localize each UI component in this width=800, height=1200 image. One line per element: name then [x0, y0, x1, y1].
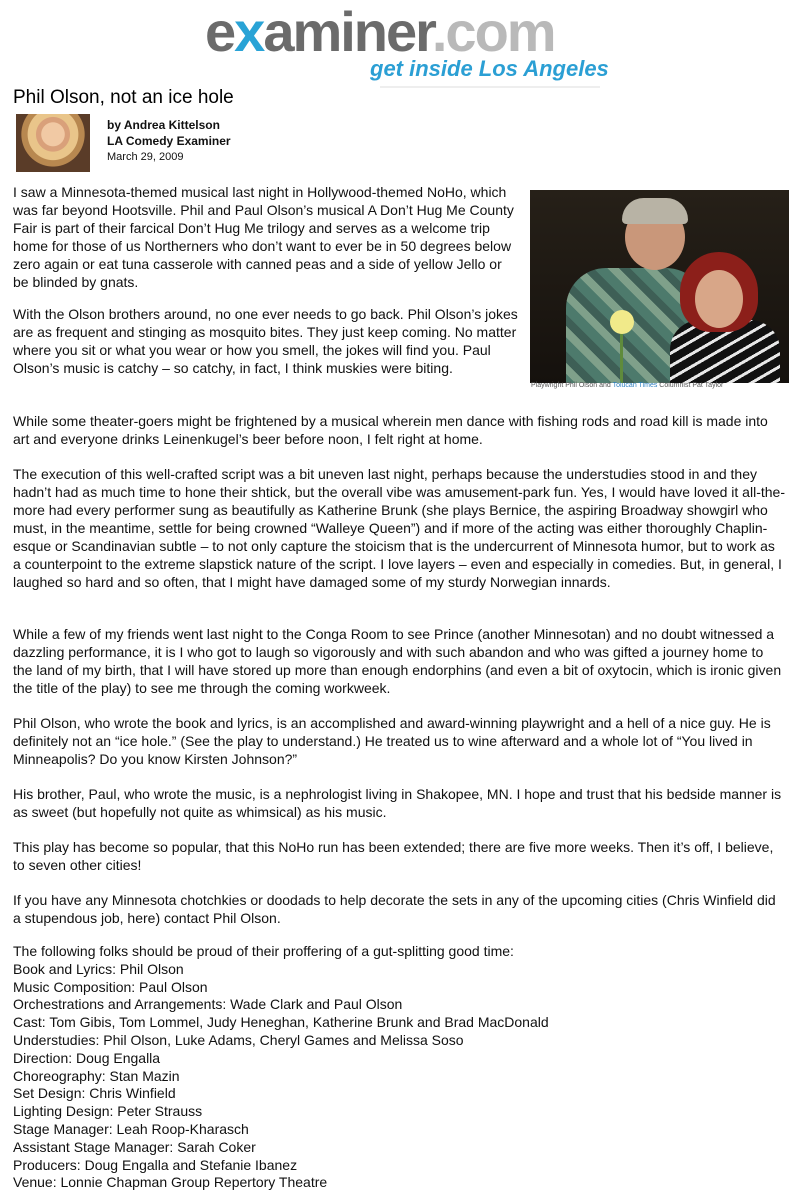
credit-item: Assistant Stage Manager: Sarah Coker	[13, 1138, 256, 1155]
credit-item: Music Composition: Paul Olson	[13, 978, 208, 995]
logo-divider	[380, 86, 600, 88]
logo-wordmark	[205, 0, 555, 63]
credits-list	[13, 943, 785, 1192]
paragraph: His brother, Paul, who wrote the music, is a nephrologist living in Shakopee, MN. I hope and trust that his bedside manner is as sweet (but hopefully not quite as whimsical) as his music.	[13, 786, 782, 820]
paragraph: While a few of my friends went last night to the Conga Room to see Prince (another Minnesotan) and no doubt witnessed a dazzling performance, it is I who got to laugh so vigorously and with such abandon and who was gifted a journey home to the land of my birth, that I will have stored up more than enough endorphins (and even a bit of oxytocin, which is ironic given the title of the play) to see me through the coming workweek.	[13, 626, 782, 696]
caption-text-pre: Playwright Phil Olson and	[531, 382, 613, 389]
logo-tagline: get inside Los Angeles	[370, 56, 609, 81]
photo-cap	[622, 198, 688, 224]
credit-item: Book and Lyrics: Phil Olson	[13, 960, 184, 977]
paragraph: With the Olson brothers around, no one ever needs to go back. Phil Olson’s jokes are as frequent and stinging as mosquito bites. They just keep coming. No matter where you sit or what you wear or how you smell, the jokes will find you. Paul Olson’s music is catchy – so catchy, in fact, I think muskies were biting.	[13, 306, 518, 376]
examiner-logo[interactable]	[205, 0, 609, 90]
credit-item: Lighting Design: Peter Strauss	[13, 1103, 203, 1120]
article-photo	[530, 190, 789, 383]
logo-tld: .com	[431, 0, 555, 63]
credit-item: Set Design: Chris Winfield	[13, 1085, 176, 1102]
photo-woman-face	[695, 270, 743, 328]
credit-item: Producers: Doug Engalla and Stefanie Ibanez	[13, 1156, 298, 1173]
paragraph: This play has become so popular, that this NoHo run has been extended; there are five more weeks. Then it’s off, I believe, to seven other cities!	[13, 839, 774, 873]
logo-x: x	[234, 0, 264, 63]
credit-item: Understudies: Phil Olson, Luke Adams, Cheryl Games and Melissa Soso	[13, 1031, 464, 1048]
article-date: March 29, 2009	[107, 151, 184, 163]
author-avatar	[16, 114, 90, 172]
logo-aminer: aminer	[263, 0, 432, 63]
logo-e: e	[205, 0, 235, 63]
credit-item: Cast: Tom Gibis, Tom Lommel, Judy Heneghan, Katherine Brunk and Brad MacDonald	[13, 1014, 549, 1031]
credit-item: Choreography: Stan Mazin	[13, 1067, 180, 1084]
paragraph: I saw a Minnesota-themed musical last night in Hollywood-themed NoHo, which was far beyond Hootsville. Phil and Paul Olson’s musical A Don’t Hug Me County Fair is part of their farcical Don’t Hug Me trilogy and serves as a welcome trip home for those of us Northerners who don’t want to ever be in 50 degrees below zero again or eat tuna casserole with canned peas and a side of yellow Jello or be blinded by gnats.	[13, 184, 514, 290]
credit-item: Orchestrations and Arrangements: Wade Clark and Paul Olson	[13, 996, 403, 1013]
byline	[107, 117, 231, 165]
paragraph: While some theater-goers might be frightened by a musical wherein men dance with fishing rods and road kill is made into art and everyone drinks Leinenkugel’s beer before noon, I felt right at home.	[13, 413, 768, 447]
photo-flower-stem	[620, 330, 623, 383]
author-name[interactable]: by Andrea Kittelson	[107, 118, 220, 132]
photo-flower	[610, 310, 634, 334]
paragraph: Phil Olson, who wrote the book and lyrics, is an accomplished and award-winning playwright and a hell of a nice guy. He is definitely not an “ice hole.” (See the play to understand.) He treated us to wine afterward and a whole lot of “You lived in Minneapolis? Do you know Kirsten Johnson?”	[13, 715, 771, 767]
paragraph: If you have any Minnesota chotchkies or doodads to help decorate the sets in any of the upcoming cities (Chris Winfield did a stupendous job, here) contact Phil Olson.	[13, 892, 776, 926]
photo-caption	[531, 382, 723, 389]
credits-intro: The following folks should be proud of their proffering of a gut-splitting good time:	[13, 943, 514, 959]
credit-item: Direction: Doug Engalla	[13, 1049, 161, 1066]
paragraph: The execution of this well-crafted script was a bit uneven last night, perhaps because the understudies stood in and they hadn’t had as much time to hone their shtick, but the overall vibe was amusement-park fun. Yes, I would have loved it all-the-more had every performer sung as beautifully as Katherine Brunk (she plays Bernice, the aspiring Broadway showgirl who must, in the meantime, settle for being crowned “Walleye Queen”) and if more of the acting was either thoroughly Chaplin-esque or Scandinavian subtle – to not only capture the stoicism that is the undercurrent of Minnesota humor, but to work as a counterpoint to the extreme slapstick nature of the script. I love layers – even and especially in comedies. But, in general, I laughed so hard and so often, that I might have damaged some of my sturdy Norwegian innards.	[13, 466, 785, 590]
caption-text-post: Columnist Pat Taylor	[657, 382, 724, 389]
author-role[interactable]: LA Comedy Examiner	[107, 134, 231, 148]
credit-item: Venue: Lonnie Chapman Group Repertory Theatre	[13, 1174, 328, 1191]
article-title: Phil Olson, not an ice hole	[13, 87, 234, 108]
credit-item: Stage Manager: Leah Roop-Kharasch	[13, 1120, 249, 1137]
caption-link[interactable]: Tolucan Times	[612, 382, 658, 389]
